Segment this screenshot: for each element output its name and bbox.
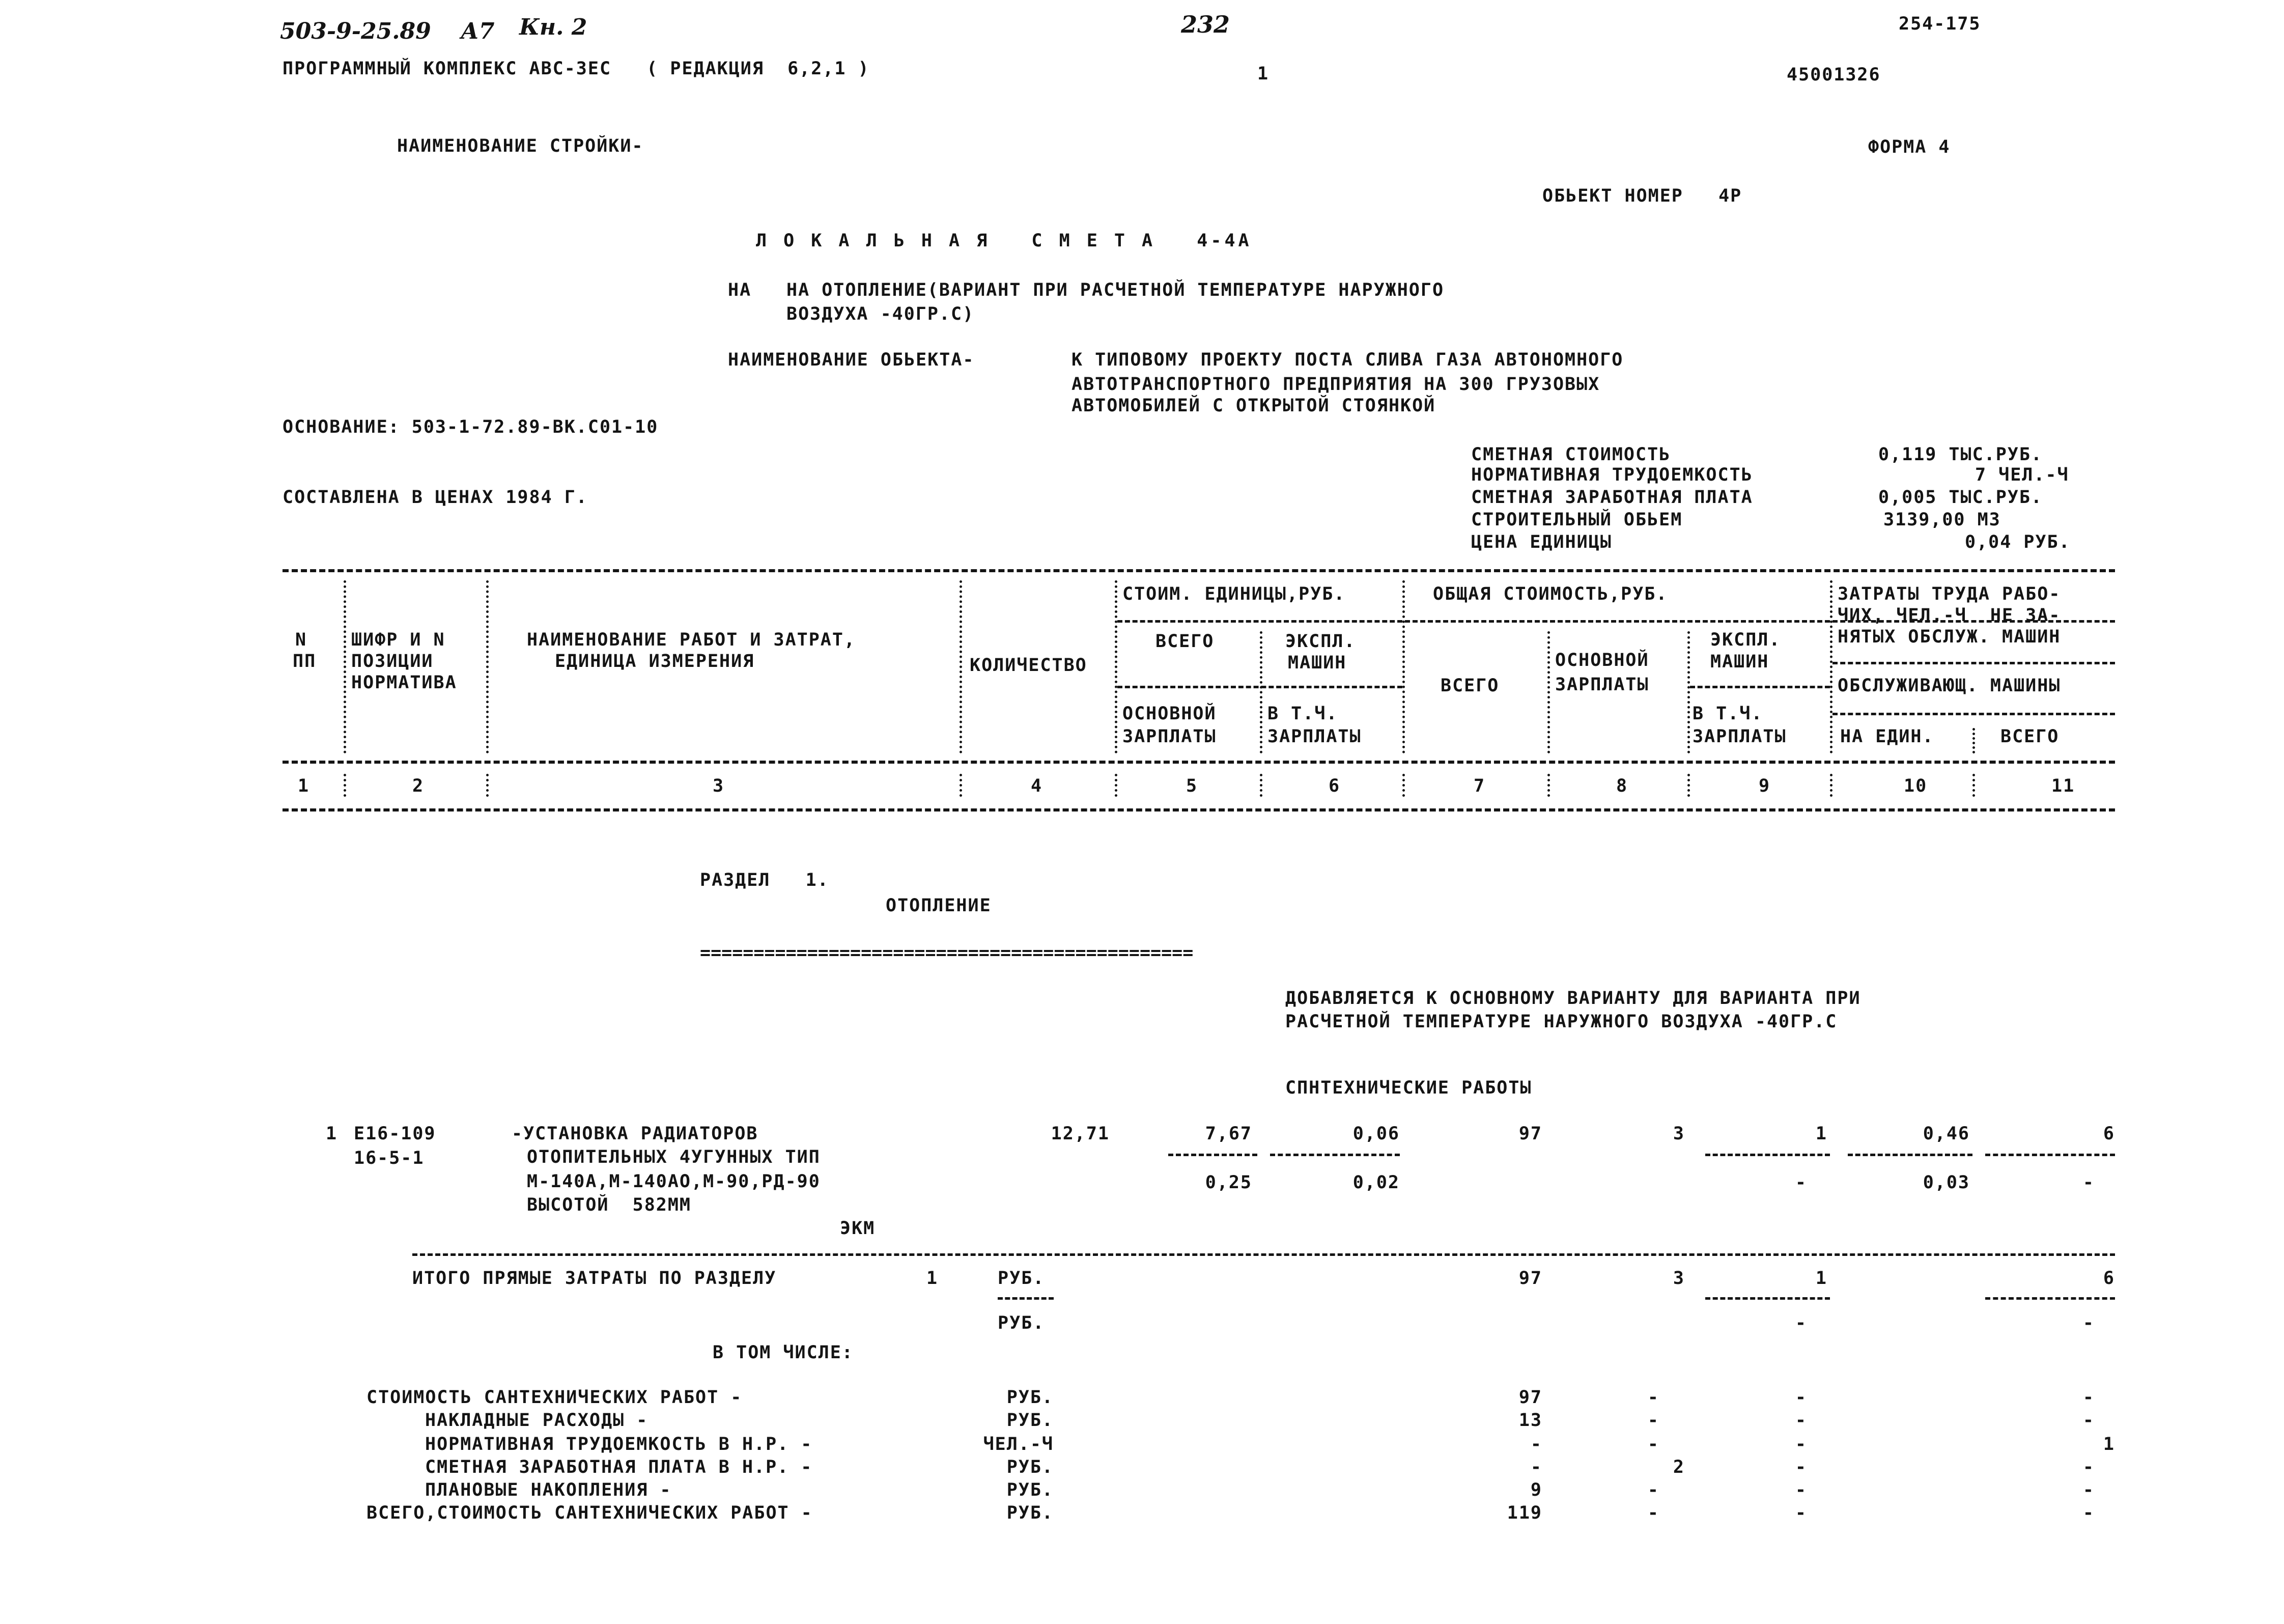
col-header-labor: ЗАТРАТЫ ТРУДА РАБО- — [1838, 584, 2061, 604]
estimate-title: Л О К А Л Ь Н А Я С М Е Т А 4-4А — [756, 231, 1252, 251]
breakdown-unit: РУБ. — [1006, 1480, 1054, 1500]
page-number: 232 — [1181, 11, 1230, 38]
na-prefix: НА — [728, 280, 752, 300]
column-divider — [344, 774, 346, 797]
item-code: Е16-109 — [354, 1124, 436, 1144]
form-label: ФОРМА 4 — [1868, 137, 1951, 157]
column-divider — [960, 774, 962, 797]
object-label: НАИМЕНОВАНИЕ ОБЬЕКТА- — [728, 350, 975, 370]
col-header-code: НОРМАТИВА — [351, 673, 457, 693]
breakdown-total: 119 — [1507, 1503, 1542, 1523]
breakdown-wage: - — [1647, 1410, 1659, 1431]
item-labor-unit: 0,03 — [1923, 1172, 1970, 1193]
item-labor-total: 6 — [2103, 1124, 2115, 1144]
direct-costs-label: ИТОГО ПРЯМЫЕ ЗАТРАТЫ ПО РАЗДЕЛУ — [412, 1268, 777, 1289]
column-number: 9 — [1759, 776, 1771, 796]
breakdown-total: 9 — [1530, 1480, 1542, 1500]
totals-rule — [1705, 1297, 1830, 1300]
column-number: 6 — [1329, 776, 1341, 796]
code-right: 45001326 — [1787, 65, 1881, 85]
header-rule — [1690, 686, 1830, 688]
col-header-labor: НЯТЫХ ОБСЛУЖ. МАШИН — [1838, 627, 2061, 647]
object-line-2: АВТОТРАНСПОРТНОГО ПРЕДПРИЯТИЯ НА 300 ГРУЗОВЫХ — [1071, 374, 1600, 395]
col-header-unit-cost: СТОИМ. ЕДИНИЦЫ,РУБ. — [1122, 584, 1346, 604]
column-divider — [1687, 774, 1690, 797]
col-header-expl-total: МАШИН — [1710, 652, 1769, 672]
item-rule — [1168, 1154, 1257, 1156]
column-number: 8 — [1616, 776, 1628, 796]
breakdown-wage: - — [1647, 1387, 1659, 1408]
handwritten-code: 503-9-25.89 — [280, 18, 431, 44]
column-number: 11 — [2051, 776, 2075, 796]
item-unit-machines: 0,06 — [1352, 1124, 1400, 1144]
column-divider — [1402, 580, 1405, 753]
item-description: ОТОПИТЕЛЬНЫХ 4УГУННЫХ ТИП — [527, 1147, 821, 1167]
breakdown-machines: - — [1795, 1503, 1807, 1523]
breakdown-total: 13 — [1518, 1410, 1542, 1431]
column-number: 3 — [713, 776, 725, 796]
table-rule — [283, 761, 2115, 764]
table-rule — [283, 569, 2115, 572]
handwritten-album: А7 — [461, 18, 495, 44]
direct-costs-labor: 6 — [2103, 1268, 2115, 1289]
totals-rule — [1985, 1297, 2115, 1300]
breakdown-unit: РУБ. — [1006, 1503, 1054, 1523]
header-rule — [1832, 713, 2115, 715]
breakdown-labor: - — [2082, 1387, 2095, 1408]
breakdown-total: 97 — [1518, 1387, 1542, 1408]
object-line-3: АВТОМОБИЛЕЙ С ОТКРЫТОЙ СТОЯНКОЙ — [1071, 396, 1436, 416]
column-number: 1 — [298, 776, 310, 796]
column-divider — [1115, 580, 1117, 753]
item-unit: ЭКМ — [840, 1218, 876, 1239]
subject-line-2: ВОЗДУХА -40ГР.С) — [786, 304, 975, 324]
object-line-1: К ТИПОВОМУ ПРОЕКТУ ПОСТА СЛИВА ГАЗА АВТОНОМНОГО — [1071, 350, 1624, 370]
col-header-name: ЕДИНИЦА ИЗМЕРЕНИЯ — [555, 651, 755, 671]
section-underline: ============================================== — [700, 943, 1194, 963]
breakdown-wage: - — [1647, 1503, 1659, 1523]
totals-dash: - — [1795, 1313, 1807, 1333]
item-unit-total: 7,67 — [1205, 1124, 1252, 1144]
col-header-all: ВСЕГО — [2000, 726, 2060, 747]
breakdown-labor: - — [2082, 1410, 2095, 1431]
subject-line-1: НА ОТОПЛЕНИЕ(ВАРИАНТ ПРИ РАСЧЕТНОЙ ТЕМПЕРАТУРЕ НАРУЖНОГО — [786, 280, 1445, 300]
col-header-incl-zp-total: ЗАРПЛАТЫ — [1693, 726, 1787, 747]
item-machine-wage: - — [1795, 1172, 1807, 1193]
program-line: ПРОГРАММНЫЙ КОМПЛЕКС АВС-3ЕС ( РЕДАКЦИЯ 6,2,1 ) — [283, 59, 870, 79]
doc-number: 254-175 — [1899, 14, 1981, 34]
col-header-qty: КОЛИЧЕСТВО — [970, 655, 1087, 676]
col-header-n: N — [295, 630, 307, 650]
item-number: 1 — [326, 1124, 338, 1144]
summary-value: 0,005 ТЫС.РУБ. — [1878, 487, 2043, 508]
summary-label: СМЕТНАЯ ЗАРАБОТНАЯ ПЛАТА — [1471, 487, 1753, 508]
breakdown-unit: ЧЕЛ.-Ч — [983, 1434, 1054, 1454]
column-number: 2 — [412, 776, 425, 796]
breakdown-total: - — [1530, 1434, 1542, 1454]
column-divider — [1830, 580, 1832, 753]
column-divider — [1260, 774, 1262, 797]
item-labor-total: - — [2082, 1172, 2095, 1193]
item-qty: 12,71 — [1051, 1124, 1110, 1144]
summary-value: 7 ЧЕЛ.-Ч — [1975, 465, 2069, 485]
col-header-osnovnoy: ОСНОВНОЙ — [1555, 650, 1649, 670]
summary-label: НОРМАТИВНАЯ ТРУДОЕМКОСТЬ — [1471, 465, 1753, 485]
section-name: ОТОПЛЕНИЕ — [886, 895, 992, 916]
col-header-expl: ЭКСПЛ. — [1285, 631, 1356, 652]
column-divider — [1972, 728, 1975, 753]
table-rule — [283, 808, 2115, 811]
summary-value: 0,04 РУБ. — [1965, 532, 2071, 552]
direct-costs-unit: РУБ. — [998, 1268, 1045, 1289]
breakdown-wage: 2 — [1673, 1457, 1685, 1477]
section-label: РАЗДЕЛ 1. — [700, 870, 829, 890]
col-header-total-cost: ОБЩАЯ СТОИМОСТЬ,РУБ. — [1433, 584, 1668, 604]
breakdown-machines: - — [1795, 1480, 1807, 1500]
item-rule — [1270, 1154, 1400, 1156]
breakdown-wage: - — [1647, 1434, 1659, 1454]
breakdown-label: НОРМАТИВНАЯ ТРУДОЕМКОСТЬ В Н.Р. - — [425, 1434, 813, 1454]
col-header-incl-zp-total: В Т.Ч. — [1693, 704, 1763, 724]
breakdown-label: ПЛАНОВЫЕ НАКОПЛЕНИЯ - — [425, 1480, 672, 1500]
item-unit-base-wage: 0,25 — [1205, 1172, 1252, 1193]
item-description: -УСТАНОВКА РАДИАТОРОВ — [512, 1124, 758, 1144]
group-title: СПНТЕХНИЧЕСКИЕ РАБОТЫ — [1285, 1078, 1532, 1098]
incl-label: В ТОМ ЧИСЛЕ: — [713, 1342, 854, 1363]
summary-value: 3139,00 М3 — [1883, 510, 2001, 530]
item-total: 97 — [1518, 1124, 1542, 1144]
direct-costs-section: 1 — [926, 1268, 939, 1289]
item-code: 16-5-1 — [354, 1148, 425, 1168]
direct-costs-wage: 3 — [1673, 1268, 1685, 1289]
breakdown-label: ВСЕГО,СТОИМОСТЬ САНТЕХНИЧЕСКИХ РАБОТ - — [366, 1503, 813, 1523]
totals-unit: РУБ. — [998, 1313, 1045, 1333]
column-number: 5 — [1186, 776, 1198, 796]
col-header-labor-sub: ОБСЛУЖИВАЮЩ. МАШИНЫ — [1838, 676, 2061, 696]
breakdown-unit: РУБ. — [1006, 1387, 1054, 1408]
item-description: М-140А,М-140АО,М-90,РД-90 — [527, 1171, 821, 1192]
direct-costs-machines: 1 — [1815, 1268, 1827, 1289]
section-note: РАСЧЕТНОЙ ТЕМПЕРАТУРЕ НАРУЖНОГО ВОЗДУХА -40ГР.С — [1285, 1012, 1838, 1032]
summary-label: ЦЕНА ЕДИНИЦЫ — [1471, 532, 1612, 552]
summary-label: СМЕТНАЯ СТОИМОСТЬ — [1471, 444, 1671, 465]
col-header-n: ПП — [293, 651, 317, 671]
breakdown-labor: - — [2082, 1457, 2095, 1477]
item-labor-unit: 0,46 — [1923, 1124, 1970, 1144]
breakdown-label: НАКЛАДНЫЕ РАСХОДЫ - — [425, 1410, 648, 1431]
prices-year: СОСТАВЛЕНА В ЦЕНАХ 1984 Г. — [283, 487, 588, 508]
item-unit-machine-wage: 0,02 — [1352, 1172, 1400, 1193]
column-number: 7 — [1474, 776, 1486, 796]
breakdown-total: - — [1530, 1457, 1542, 1477]
column-divider — [486, 774, 489, 797]
breakdown-label: СТОИМОСТЬ САНТЕХНИЧЕСКИХ РАБОТ - — [366, 1387, 743, 1408]
breakdown-machines: - — [1795, 1434, 1807, 1454]
column-divider — [1260, 631, 1262, 753]
col-header-total: ВСЕГО — [1441, 676, 1500, 696]
col-header-zarplaty: ЗАРПЛАТЫ — [1555, 675, 1649, 695]
breakdown-label: СМЕТНАЯ ЗАРАБОТНАЯ ПЛАТА В Н.Р. - — [425, 1457, 813, 1477]
col-header-expl-total: ЭКСПЛ. — [1710, 630, 1781, 650]
col-header-expl: МАШИН — [1288, 653, 1347, 673]
summary-value: 0,119 ТЫС.РУБ. — [1878, 444, 2043, 465]
totals-rule — [998, 1297, 1054, 1300]
item-base-wage: 3 — [1673, 1124, 1685, 1144]
column-divider — [960, 580, 962, 753]
column-divider — [486, 580, 489, 753]
breakdown-labor: - — [2082, 1503, 2095, 1523]
breakdown-wage: - — [1647, 1480, 1659, 1500]
col-header-osnov-zp: ЗАРПЛАТЫ — [1122, 726, 1217, 747]
item-rule — [1705, 1154, 1830, 1156]
breakdown-machines: - — [1795, 1457, 1807, 1477]
column-divider — [1547, 631, 1550, 753]
breakdown-labor: 1 — [2103, 1434, 2115, 1454]
column-number: 4 — [1031, 776, 1043, 796]
direct-costs-total: 97 — [1518, 1268, 1542, 1289]
construction-name: НАИМЕНОВАНИЕ СТРОЙКИ- — [397, 136, 644, 156]
col-header-code: ПОЗИЦИИ — [351, 651, 434, 671]
column-divider — [1972, 774, 1975, 797]
column-divider — [1547, 774, 1550, 797]
sheet-number: 1 — [1257, 64, 1270, 84]
column-number: 10 — [1904, 776, 1928, 796]
column-divider — [344, 580, 346, 753]
breakdown-labor: - — [2082, 1480, 2095, 1500]
col-header-per-unit: НА ЕДИН. — [1840, 726, 1934, 747]
item-description: ВЫСОТОЙ 582ММ — [527, 1195, 692, 1215]
col-header-osnov-zp: ОСНОВНОЙ — [1122, 704, 1217, 724]
column-divider — [1115, 774, 1117, 797]
object-number: ОБЬЕКТ НОМЕР 4Р — [1542, 186, 1742, 206]
summary-label: СТРОИТЕЛЬНЫЙ ОБЬЕМ — [1471, 510, 1683, 530]
col-header-code: ШИФР И N — [351, 630, 445, 650]
header-rule — [1405, 620, 1830, 623]
section-note: ДОБАВЛЯЕТСЯ К ОСНОВНОМУ ВАРИАНТУ ДЛЯ ВАРИАНТА ПРИ — [1285, 988, 1861, 1009]
col-header-name: НАИМЕНОВАНИЕ РАБОТ И ЗАТРАТ, — [527, 630, 856, 650]
basis: ОСНОВАНИЕ: 503-1-72.89-ВК.С01-10 — [283, 417, 659, 437]
header-rule — [1117, 686, 1402, 688]
item-rule — [1985, 1154, 2115, 1156]
col-header-labor: ЧИХ, ЧЕЛ.-Ч НЕ ЗА- — [1838, 605, 2061, 626]
totals-dash: - — [2082, 1313, 2095, 1333]
handwritten-book: Кн. 2 — [519, 14, 587, 40]
column-divider — [1687, 631, 1690, 753]
col-header-vsego: ВСЕГО — [1155, 631, 1215, 652]
breakdown-unit: РУБ. — [1006, 1457, 1054, 1477]
breakdown-machines: - — [1795, 1410, 1807, 1431]
header-rule — [1117, 620, 1402, 623]
col-header-incl-zp: ЗАРПЛАТЫ — [1267, 726, 1362, 747]
column-divider — [1402, 774, 1405, 797]
header-rule — [1832, 662, 2115, 664]
col-header-incl-zp: В Т.Ч. — [1267, 704, 1338, 724]
breakdown-machines: - — [1795, 1387, 1807, 1408]
totals-rule — [412, 1253, 2115, 1256]
breakdown-unit: РУБ. — [1006, 1410, 1054, 1431]
item-rule — [1848, 1154, 1972, 1156]
column-divider — [1830, 774, 1832, 797]
item-machines: 1 — [1815, 1124, 1827, 1144]
